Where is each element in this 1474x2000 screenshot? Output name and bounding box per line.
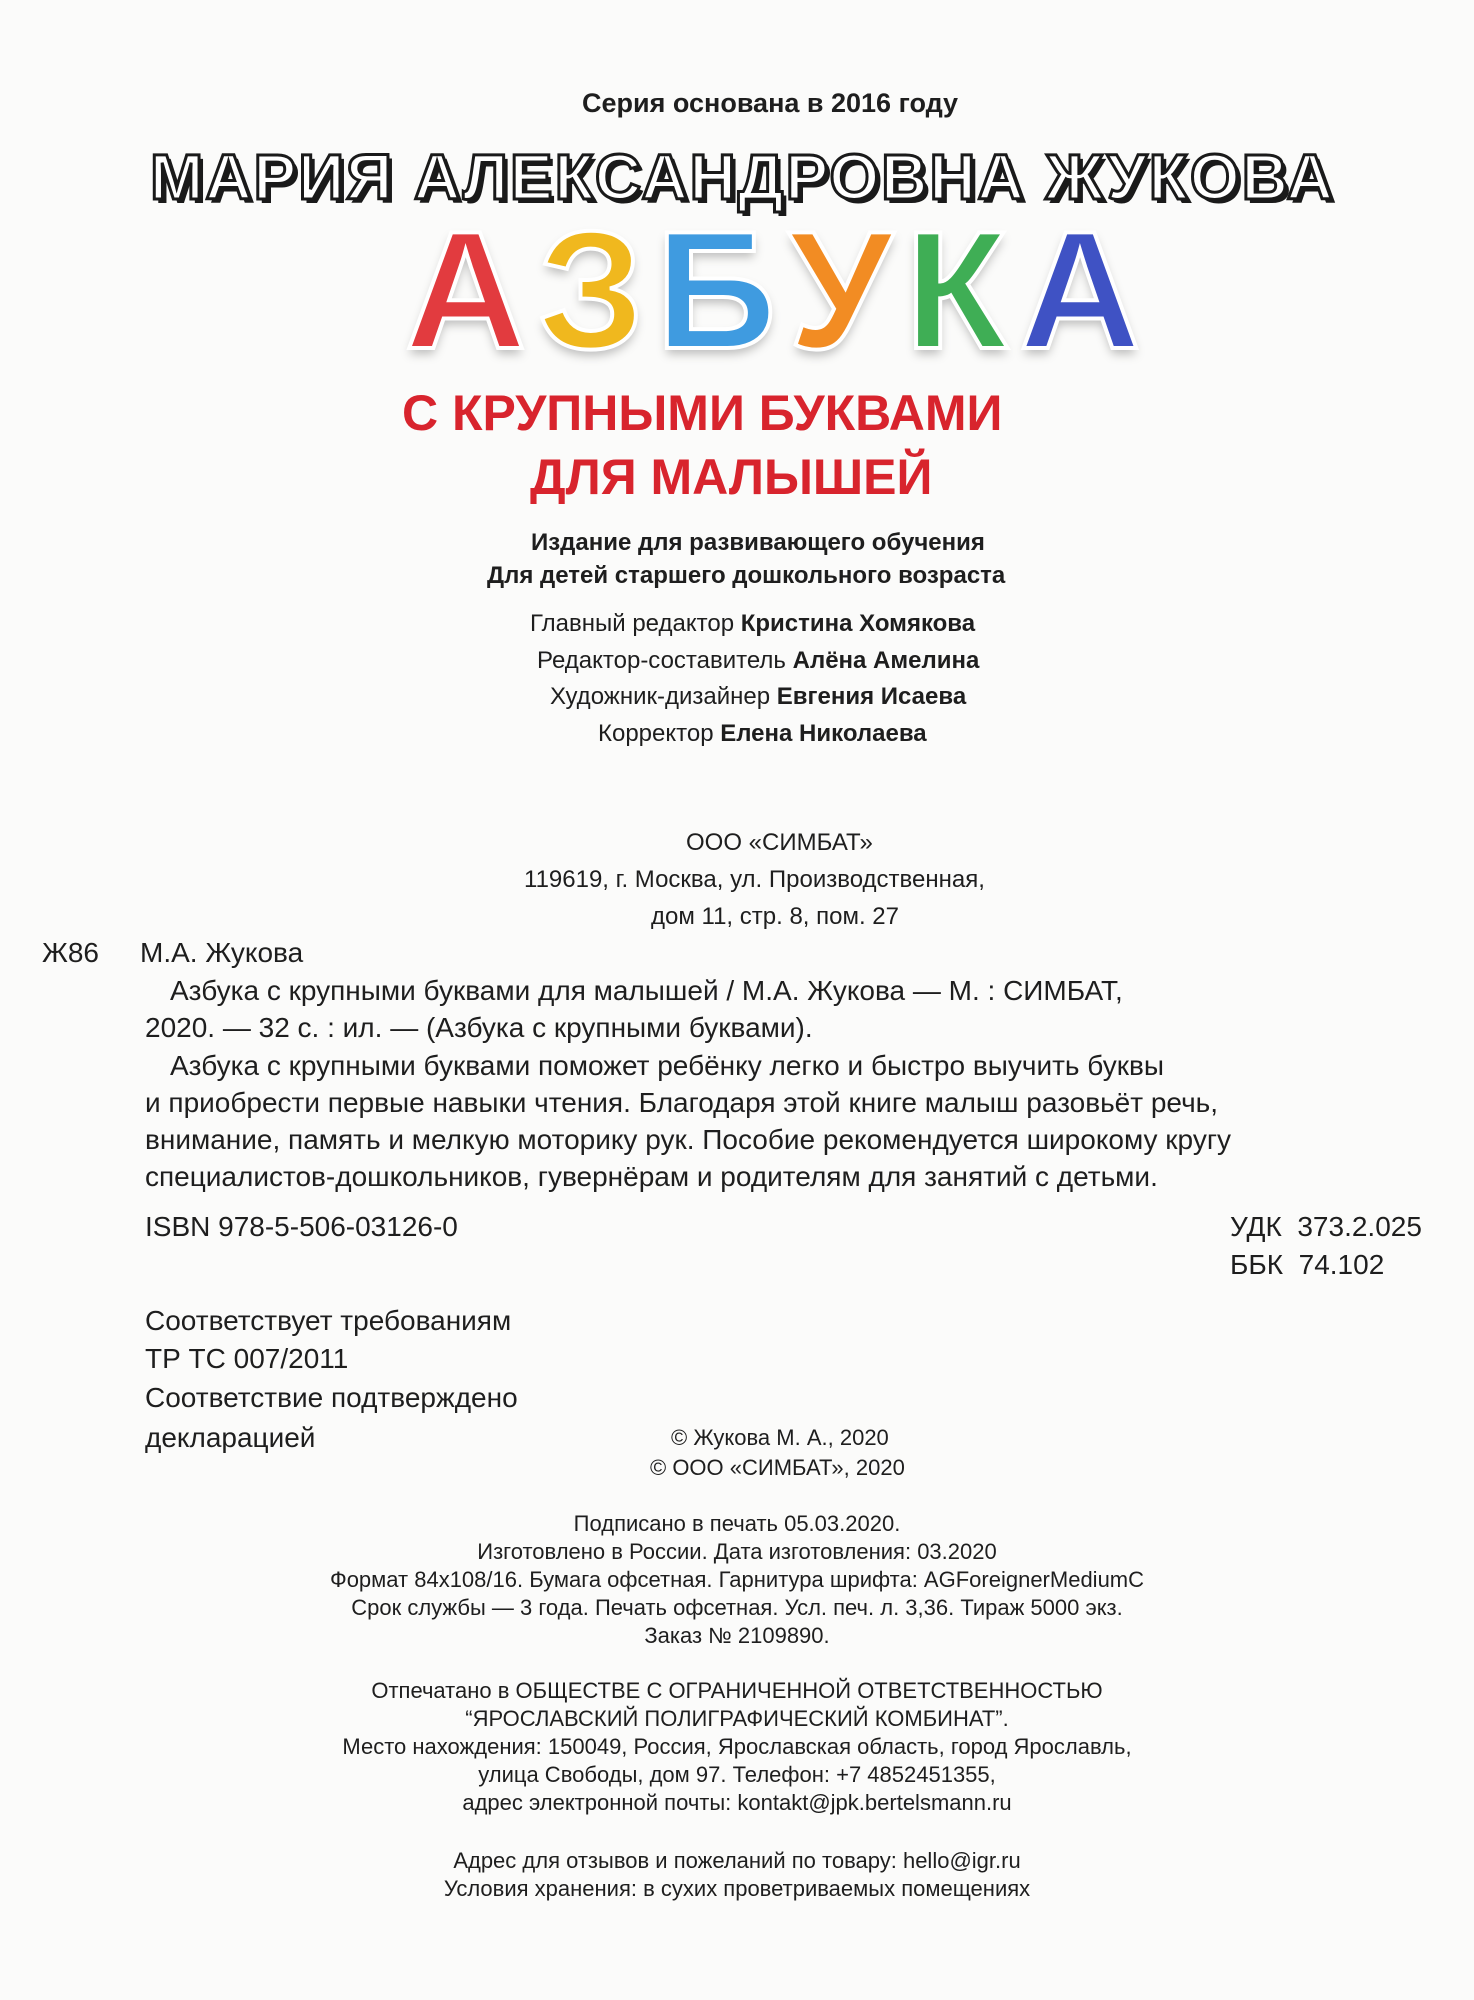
print-info-line: Срок службы — 3 года. Печать офсетная. Усл. печ. л. 3,36. Тираж 5000 экз.	[351, 1595, 1123, 1620]
copyright-publisher: © ООО «СИМБАТ», 2020	[650, 1455, 905, 1480]
staff-role: Корректор	[598, 720, 714, 747]
udk: УДК 373.2.025	[1230, 1211, 1422, 1242]
staff-chief-editor	[530, 610, 975, 638]
title-letter: З	[538, 196, 644, 384]
conformity-line: декларацией	[145, 1422, 316, 1453]
conformity-line: Соответствует требованиям	[145, 1305, 512, 1336]
edition-type: Издание для развивающего обучения	[531, 529, 985, 556]
staff-name: Елена Николаева	[720, 720, 927, 747]
isbn: ISBN 978-5-506-03126-0	[145, 1211, 458, 1242]
audience: Для детей старшего дошкольного возраста	[487, 562, 1006, 589]
copyright-author: © Жукова М. А., 2020	[671, 1425, 889, 1450]
author-header: МАРИЯ АЛЕКСАНДРОВНА ЖУКОВА	[150, 141, 1335, 213]
conformity-line: Соответствие подтверждено	[145, 1382, 518, 1413]
printer-info-line: улица Свободы, дом 97. Телефон: +7 4852451355,	[478, 1762, 996, 1787]
biblio-line-2: 2020. — 32 с. : ил. — (Азбука с крупными буквами).	[145, 1012, 813, 1043]
staff-name: Кристина Хомякова	[740, 610, 976, 637]
publisher-name: ООО «СИМБАТ»	[686, 829, 873, 856]
title-letter: У	[788, 196, 893, 384]
printer-info-line: адрес электронной почты: kontakt@jpk.bertelsmann.ru	[462, 1790, 1012, 1815]
subtitle-line-1: С КРУПНЫМИ БУКВАМИ	[402, 385, 1003, 441]
title-letter: Б	[655, 196, 777, 384]
book-title	[405, 196, 1141, 384]
subtitle-line-2: ДЛЯ МАЛЫШЕЙ	[530, 449, 933, 505]
publisher-address-line-2: дом 11, стр. 8, пом. 27	[651, 903, 900, 930]
staff-role: Редактор-составитель	[537, 647, 786, 674]
biblio-author: М.А. Жукова	[140, 937, 304, 968]
title-letter: А	[405, 196, 527, 384]
staff-proofreader	[598, 720, 927, 748]
storage-conditions: Условия хранения: в сухих проветриваемых помещениях	[443, 1876, 1031, 1901]
staff-role: Главный редактор	[530, 610, 735, 637]
biblio-line-1: Азбука с крупными буквами для малышей / М.А. Жукова — М. : СИМБАТ,	[170, 975, 1123, 1006]
annotation-line: внимание, память и мелкую моторику рук. Пособие рекомендуется широкому кругу	[145, 1124, 1232, 1155]
printer-info-line: Место нахождения: 150049, Россия, Ярославская область, город Ярославль,	[342, 1734, 1132, 1759]
annotation-line: и приобрести первые навыки чтения. Благодаря этой книге малыш разовьёт речь,	[145, 1087, 1219, 1118]
printer-info-line: “ЯРОСЛАВСКИЙ ПОЛИГРАФИЧЕСКИЙ КОМБИНАТ”.	[465, 1706, 1009, 1731]
title-letter: К	[904, 196, 1008, 384]
staff-compiler	[537, 647, 979, 675]
feedback-line: Адрес для отзывов и пожеланий по товару: hello@igr.ru	[453, 1848, 1021, 1873]
printer-info-line: Отпечатано в ОБЩЕСТВЕ С ОГРАНИЧЕННОЙ ОТВЕТСТВЕННОСТЬЮ	[371, 1678, 1103, 1703]
print-info-line: Формат 84х108/16. Бумага офсетная. Гарнитура шрифта: AGForeignerMediumC	[329, 1567, 1145, 1592]
bbk: ББК 74.102	[1230, 1249, 1385, 1280]
staff-name: Евгения Исаева	[776, 683, 967, 710]
staff-role: Художник-дизайнер	[550, 683, 771, 710]
print-info-line: Заказ № 2109890.	[644, 1623, 830, 1648]
publisher-address-line-1: 119619, г. Москва, ул. Производственная,	[524, 866, 985, 893]
biblio-code: Ж86	[42, 937, 99, 968]
staff-designer	[550, 683, 966, 711]
title-letter: А	[1019, 196, 1141, 384]
print-info-line: Изготовлено в России. Дата изготовления: 03.2020	[477, 1539, 997, 1564]
print-info-line: Подписано в печать 05.03.2020.	[573, 1511, 901, 1536]
annotation-line: специалистов-дошкольников, гувернёрам и родителям для занятий с детьми.	[145, 1161, 1158, 1192]
annotation-line: Азбука с крупными буквами поможет ребёнку легко и быстро выучить буквы	[170, 1050, 1164, 1081]
series-note: Серия основана в 2016 году	[582, 88, 959, 118]
staff-name: Алёна Амелина	[792, 647, 980, 674]
conformity-line: ТР ТС 007/2011	[145, 1343, 349, 1374]
